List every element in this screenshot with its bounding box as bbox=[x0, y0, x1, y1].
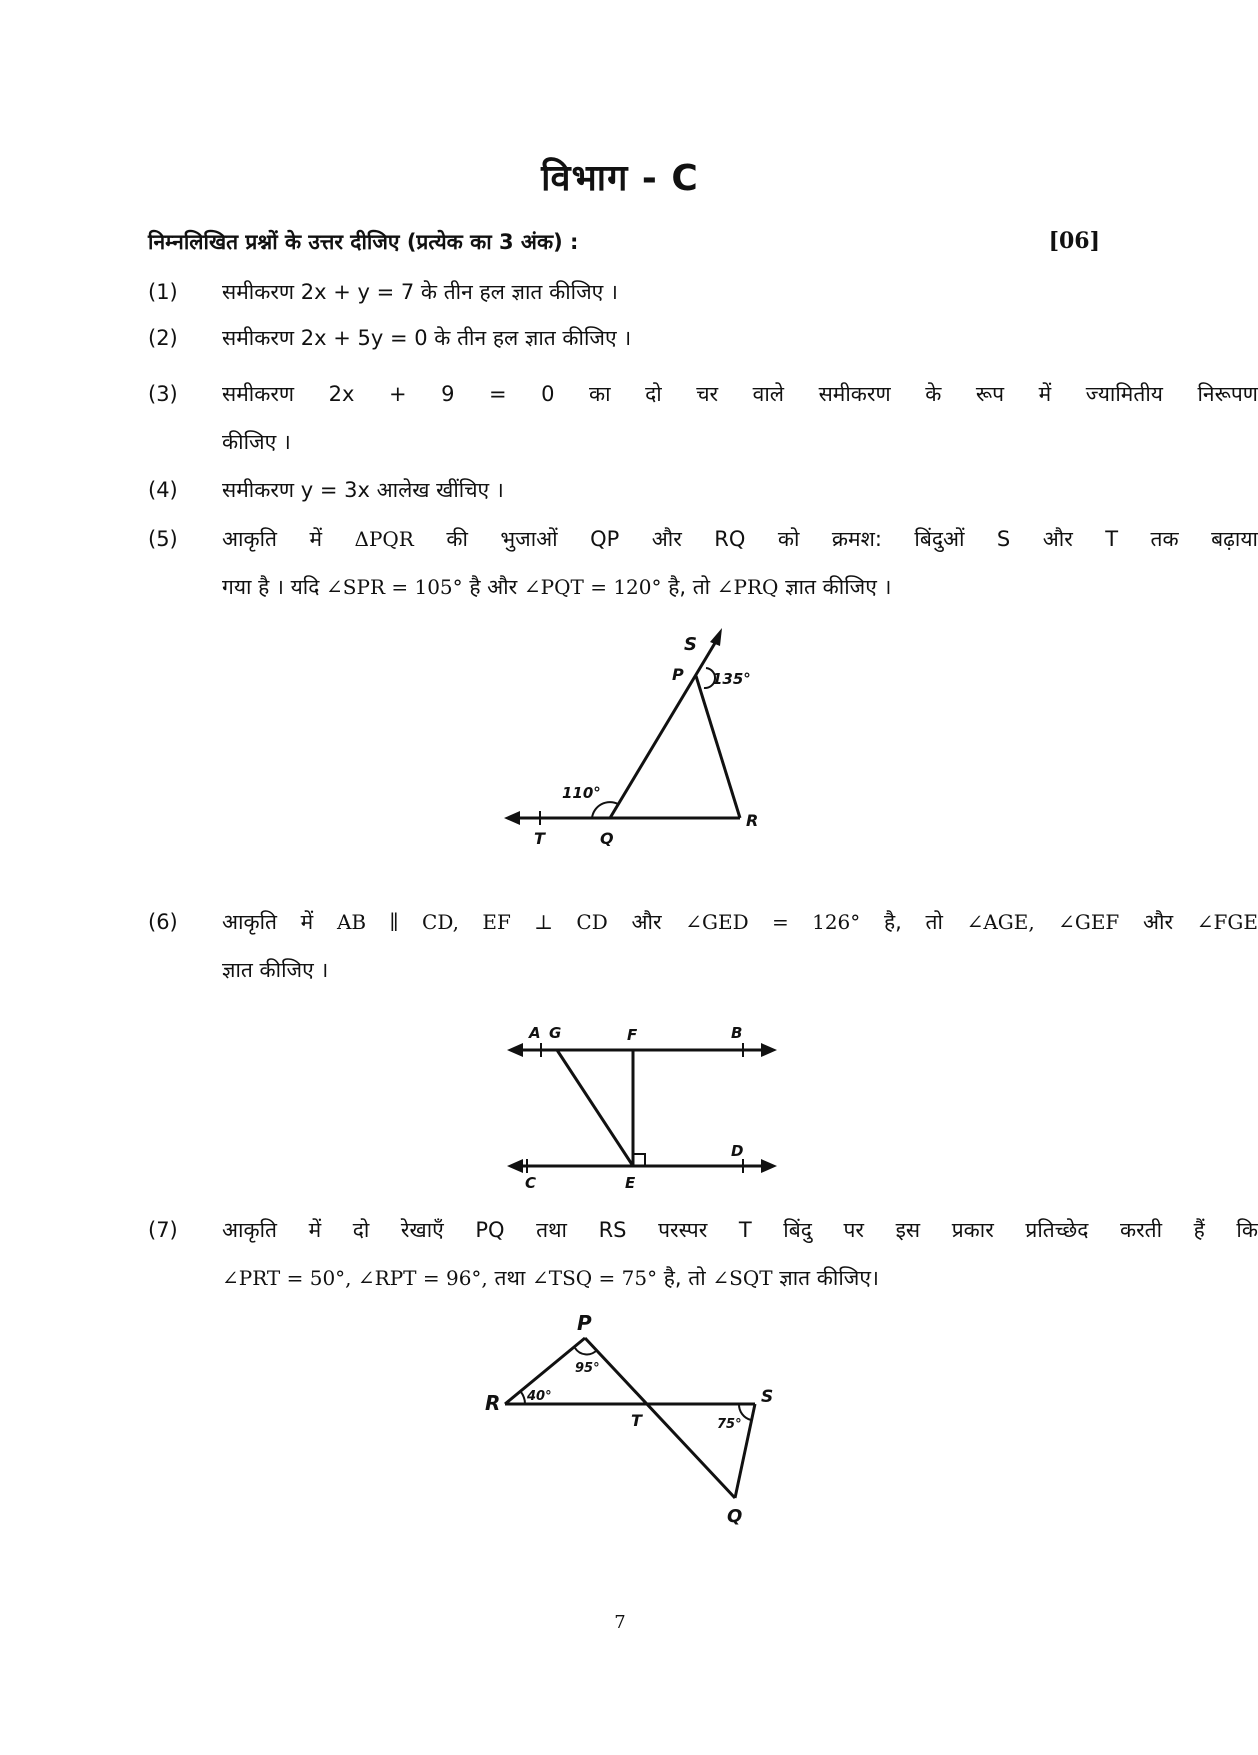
question-number: (7) bbox=[148, 1218, 178, 1242]
marks-label: [06] bbox=[1048, 228, 1100, 254]
figure-parallel-lines bbox=[505, 1018, 785, 1192]
label-q: Q bbox=[727, 1506, 743, 1527]
section-title: विभाग - C bbox=[541, 158, 699, 199]
question-number: (2) bbox=[148, 326, 178, 350]
question-number: (5) bbox=[148, 527, 178, 551]
angle-40: 40° bbox=[527, 1389, 552, 1404]
label-r: R bbox=[746, 811, 759, 830]
label-p: P bbox=[577, 1311, 592, 1335]
angle-75: 75° bbox=[717, 1417, 742, 1432]
label-g: G bbox=[549, 1024, 562, 1042]
instruction-text: निम्नलिखित प्रश्नों के उत्तर दीजिए (प्रत्येक का 3 अंक) : bbox=[148, 230, 579, 254]
question-text: समीकरण 2x + 5y = 0 के तीन हल ज्ञात कीजिए । bbox=[222, 326, 632, 350]
figure-triangle-pqr bbox=[500, 620, 790, 860]
question-number: (1) bbox=[148, 280, 178, 304]
label-q: Q bbox=[600, 829, 614, 848]
question-text: समीकरण y = 3x आलेख खींचिए । bbox=[222, 478, 504, 502]
question-text: आकृति में AB ∥ CD, EF ⊥ CD और ∠GED = 126° है, तो ∠AGE, ∠GEF और ∠FGE bbox=[222, 910, 1258, 934]
label-f: F bbox=[627, 1026, 638, 1044]
question-number: (3) bbox=[148, 382, 178, 406]
angle-135: 135° bbox=[712, 670, 751, 688]
label-e: E bbox=[625, 1174, 636, 1192]
question-text-continued: ज्ञात कीजिए । bbox=[222, 958, 329, 982]
question-text-continued: कीजिए । bbox=[222, 430, 291, 454]
question-text: समीकरण 2x + y = 7 के तीन हल ज्ञात कीजिए । bbox=[222, 280, 618, 304]
label-s: S bbox=[761, 1387, 774, 1407]
label-s: S bbox=[684, 634, 697, 655]
label-c: C bbox=[525, 1174, 537, 1192]
question-text: समीकरण 2x + 9 = 0 का दो चर वाले समीकरण के रूप में ज्यामितीय निरूपण bbox=[222, 382, 1258, 406]
label-r: R bbox=[485, 1391, 501, 1415]
label-a: A bbox=[529, 1024, 541, 1042]
label-t: T bbox=[631, 1411, 642, 1430]
question-text: आकृति में दो रेखाएँ PQ तथा RS परस्पर T बिंदु पर इस प्रकार प्रतिच्छेद करती हैं कि bbox=[222, 1218, 1258, 1242]
angle-110: 110° bbox=[562, 784, 601, 802]
page-number: 7 bbox=[614, 1612, 626, 1633]
label-b: B bbox=[731, 1024, 743, 1042]
question-number: (4) bbox=[148, 478, 178, 502]
question-text-continued: गया है । यदि ∠SPR = 105° है और ∠PQT = 120° है, तो ∠PRQ ज्ञात कीजिए । bbox=[222, 575, 892, 599]
angle-95: 95° bbox=[575, 1361, 600, 1376]
label-t: T bbox=[534, 829, 545, 848]
figure-intersecting-lines bbox=[485, 1310, 785, 1530]
question-text-continued: ∠PRT = 50°, ∠RPT = 96°, तथा ∠TSQ = 75° है, तो ∠SQT ज्ञात कीजिए। bbox=[222, 1266, 879, 1290]
question-text: आकृति में ΔPQR की भुजाओं QP और RQ को क्रमश: बिंदुओं S और T तक बढ़ाया bbox=[222, 527, 1258, 551]
label-d: D bbox=[731, 1142, 744, 1160]
label-p: P bbox=[672, 665, 684, 684]
question-number: (6) bbox=[148, 910, 178, 934]
